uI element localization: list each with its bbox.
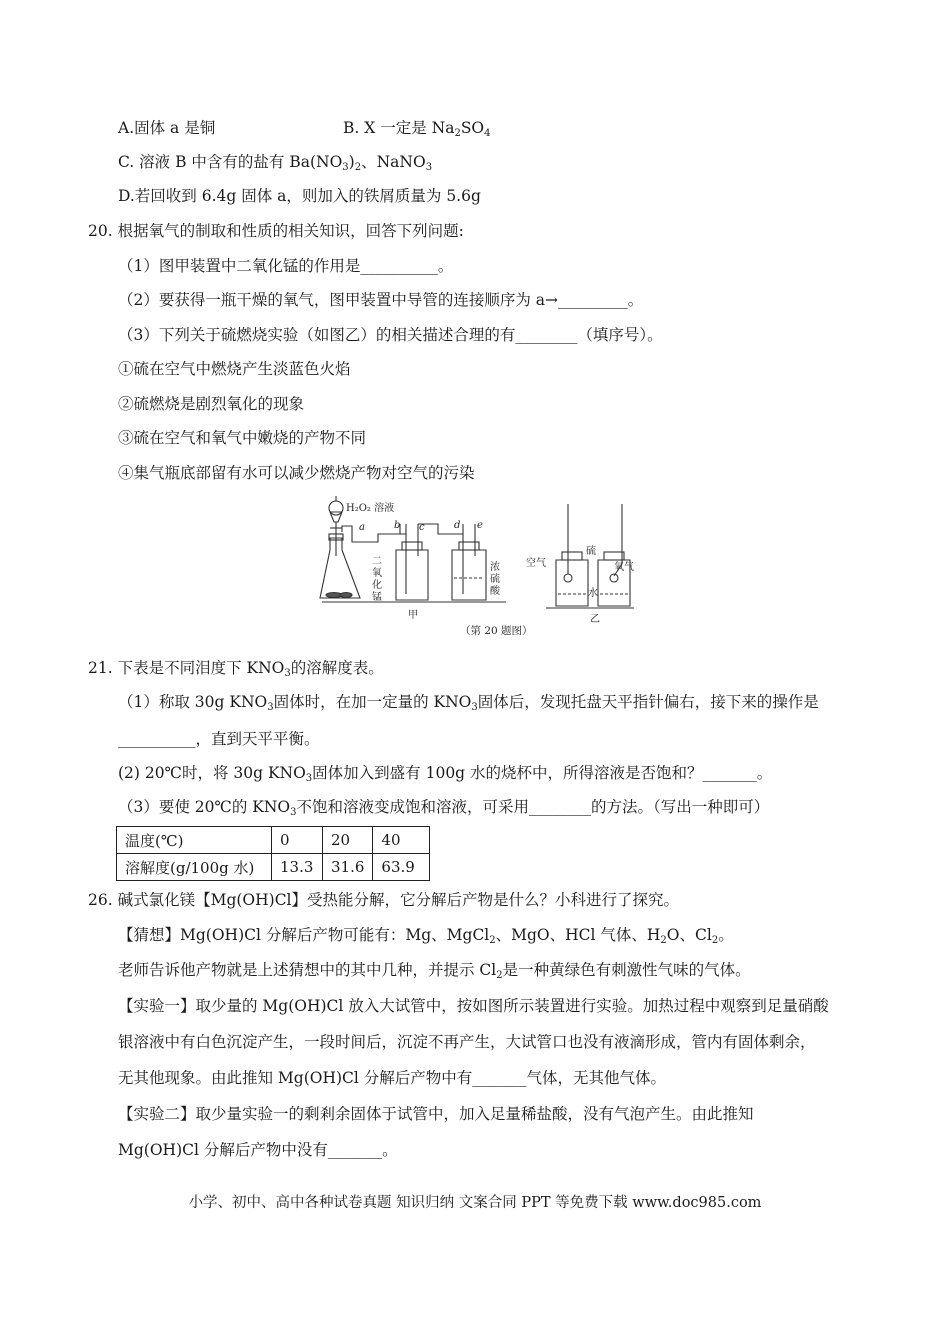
label-mno2-1: 二 [372,556,382,567]
q20-option-1: ①硫在空气中燃烧产生淡蓝色火焰 [118,360,351,378]
table-cell: 20 [323,827,373,854]
option-b: B. X 一定是 $Na_2SO_4$ [343,119,491,139]
table-cell: 温度(℃) [117,827,272,854]
page-footer: 小学、初中、高中各种试卷真题 知识归纳 文案合同 PPT 等免费下载 www.doc985.com [188,1195,762,1211]
q21-part1: （1）称取 30g $KNO_3$固体时，在加一定量的 $KNO_3$固体后，发现托盘天平指针偏右，接下来的操作是 [118,693,819,713]
table-cell: 溶解度(g/100g 水) [117,854,272,881]
q26-teacher-hint: 老师告诉他产物就是上述猜想中的其中几种，并提示 $Cl_2$是一种黄绿色有刺激性气味的气体。 [118,961,751,981]
label-acid-1: 浓 [490,562,500,573]
q20-option-2: ②硫燃烧是剧烈氧化的现象 [118,395,305,413]
label-a: a [359,522,365,533]
solubility-table [116,826,430,881]
q21-part3: （3）要使 20℃的 $KNO_3$不饱和溶液变成饱和溶液，可采用________的方法。（写出一种即可） [118,798,770,818]
label-acid-2: 硫 [490,574,500,585]
label-water: 水 [588,588,598,599]
q20-title: 20. 根据氧气的制取和性质的相关知识，回答下列问题: [88,222,464,240]
option-d: D.若回收到 6.4g 固体 a，则加入的铁屑质量为 5.6g [118,187,481,205]
q21-title: 21. 下表是不同泪度下 $KNO_3$的溶解度表。 [88,659,384,679]
label-jia: 甲 [408,610,418,621]
label-b: b [394,520,401,531]
label-sulfur: 硫 [586,546,596,557]
q20-part2: （2）要获得一瓶干燥的氧气，图甲装置中导管的连接顺序为 a→_________。 [118,291,644,309]
table-cell: 13.3 [272,854,323,881]
label-d: d [454,520,461,531]
table-cell: 31.6 [323,854,373,881]
table-cell: 0 [272,827,323,854]
table-row [117,827,430,854]
q26-exp2-line1: 【实验二】取少量实验一的剩剎余固体于试管中，加入足量稀盐酸，没有气泡产生。由此推知 [118,1105,754,1123]
label-mno2-3: 化 [372,580,382,591]
label-mno2-4: 锰 [372,592,382,603]
q26-guess: 【猜想】Mg(OH)Cl 分解后产物可能有：Mg、MgCl$_2$、MgO、HCl 气体、$H_2O$、$Cl_2$。 [118,926,734,946]
q26-exp1-line1: 【实验一】取少量的 Mg(OH)Cl 放入大试管中，按如图所示装置进行实验。加热过程中观察到足量硝酸 [118,997,829,1015]
q20-part1: （1）图甲装置中二氧化锰的作用是__________。 [118,257,454,275]
label-c: c [419,522,425,533]
table-cell: 63.9 [373,854,430,881]
option-a: A.固体 a 是铜 [118,119,216,137]
label-mno2-2: 氧 [372,568,382,579]
label-yi: 乙 [590,614,600,625]
q26-exp1-line3: 无其他现象。由此推知 Mg(OH)Cl 分解后产物中有_______气体，无其他气体。 [118,1069,667,1087]
q20-figure [318,494,638,640]
q26-exp2-line2: Mg(OH)Cl 分解后产物中没有_______。 [118,1141,398,1159]
label-oxygen: 氧气 [614,562,634,573]
figure-caption: （第 20 题图） [460,625,533,637]
label-e: e [477,520,483,531]
q26-exp1-line2: 银溶液中有白色沉淀产生，一段时间后，沉淀不再产生，大试管口也没有液滴形成，管内有固体剩余， [118,1033,816,1051]
option-c: C. 溶液 B 中含有的盐有 $Ba(NO_3)_2$、NaNO$_3$ [118,153,433,173]
q20-option-4: ④集气瓶底部留有水可以减少燃烧产物对空气的污染 [118,464,475,482]
q20-option-3: ③硫在空气和氧气中嫩烧的产物不同 [118,429,367,447]
q21-part1-cont: __________，直到天平平衡。 [118,730,320,748]
q21-part2: (2) 20℃时，将 30g $KNO_3$固体加入到盛有 100g 水的烧杯中，所得溶液是否饱和？_______。 [118,764,773,784]
label-air: 空气 [526,558,546,569]
table-cell: 40 [373,827,430,854]
table-row [117,854,430,881]
q26-title: 26. 碱式氯化镁【Mg(OH)Cl】受热能分解，它分解后产物是什么？小科进行了探究。 [88,891,680,909]
q20-part3: （3）下列关于硫燃烧实验（如图乙）的相关描述合理的有________（填序号）。 [118,326,663,344]
label-acid-3: 酸 [490,586,500,597]
label-h2o2: H₂O₂ 溶液 [346,503,395,514]
